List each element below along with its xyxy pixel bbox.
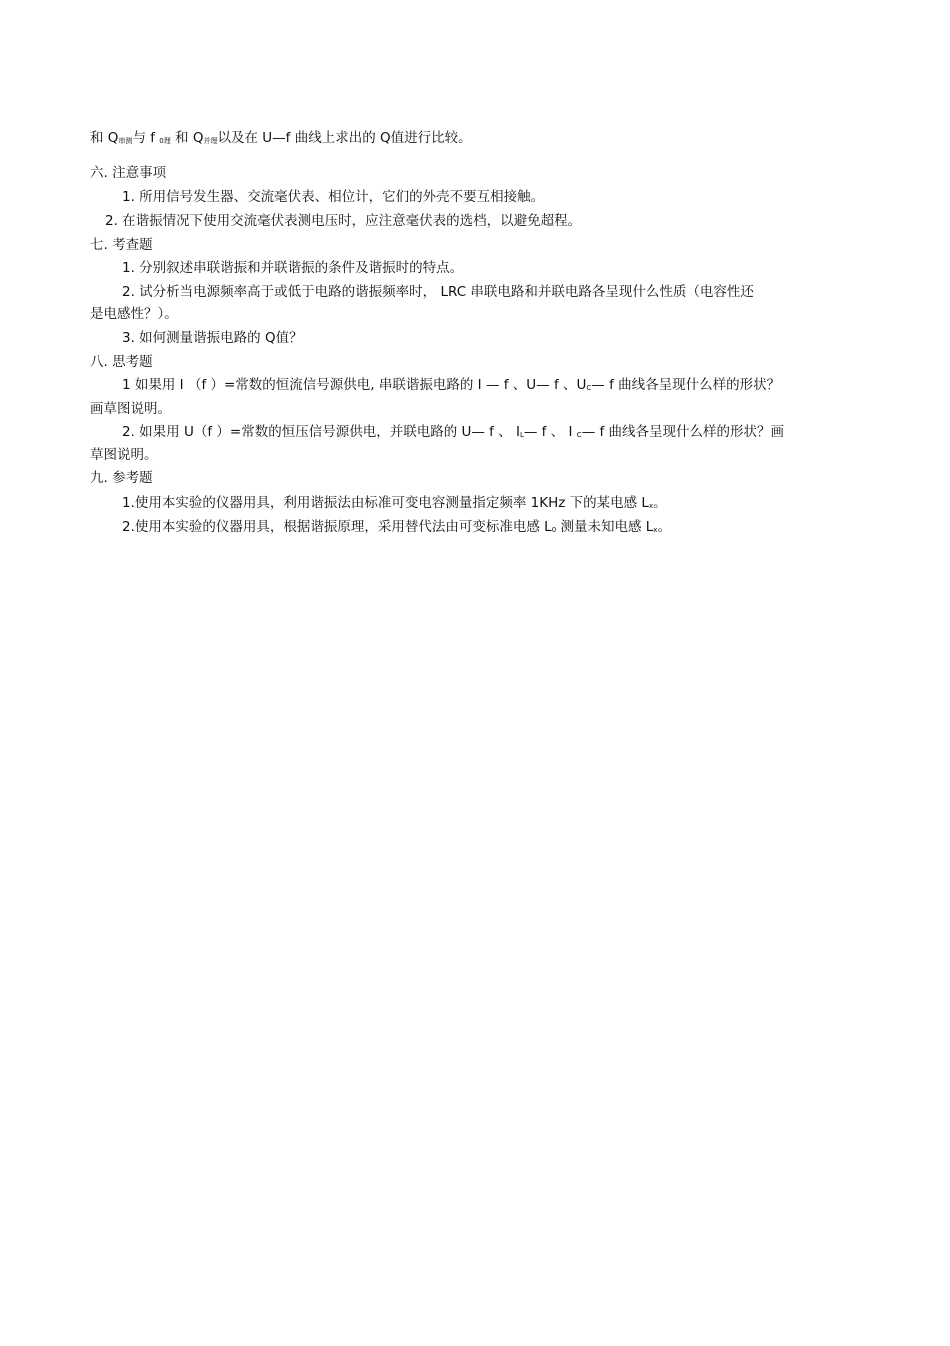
s9-item-2: 2.使用本实验的仪器用具，根据谐振原理，采用替代法由可变标准电感 L0 测量未知电感 Lx。: [122, 519, 671, 535]
s7-item-3: 3. 如何测量谐振电路的 Q值？: [122, 330, 303, 346]
intro-line: 和 Q串测与 f 0理 和 Q并理以及在 U—f 曲线上求出的 Q值进行比较。: [90, 130, 472, 146]
s7-item-2-cont: 是电感性？）。: [90, 306, 178, 322]
s9-item-1: 1.使用本实验的仪器用具，利用谐振法由标准可变电容测量指定频率 1KHz 下的某电感 Lx。: [122, 495, 667, 511]
s6-item-1: 1. 所用信号发生器、交流毫伏表、相位计，它们的外壳不要互相接触。: [122, 189, 545, 205]
s7-item-1: 1. 分别叙述串联谐振和并联谐振的条件及谐振时的特点。: [122, 260, 464, 276]
s8-item-1: 1 如果用 I （f ）=常数的恒流信号源供电, 串联谐振电路的 I — f 、U— f 、UC— f 曲线各呈现什么样的形状？: [122, 377, 781, 393]
s8-item-1-cont: 画草图说明。: [90, 401, 171, 417]
section-7-heading: 七. 考查题: [90, 237, 153, 253]
section-6-heading: 六. 注意事项: [90, 165, 167, 181]
s8-item-2: 2. 如果用 U（f ）=常数的恒压信号源供电，并联电路的 U— f 、 IL— f 、 I C— f 曲线各呈现什么样的形状？画: [122, 424, 785, 440]
section-8-heading: 八. 思考题: [90, 354, 153, 370]
section-9-heading: 九. 参考题: [90, 470, 153, 486]
s6-item-2: 2. 在谐振情况下使用交流毫伏表测电压时，应注意毫伏表的选档，以避免超程。: [105, 213, 582, 229]
s8-item-2-cont: 草图说明。: [90, 447, 158, 463]
s7-item-2: 2. 试分析当电源频率高于或低于电路的谐振频率时， LRC 串联电路和并联电路各呈现什么性质（电容性还: [122, 284, 754, 300]
